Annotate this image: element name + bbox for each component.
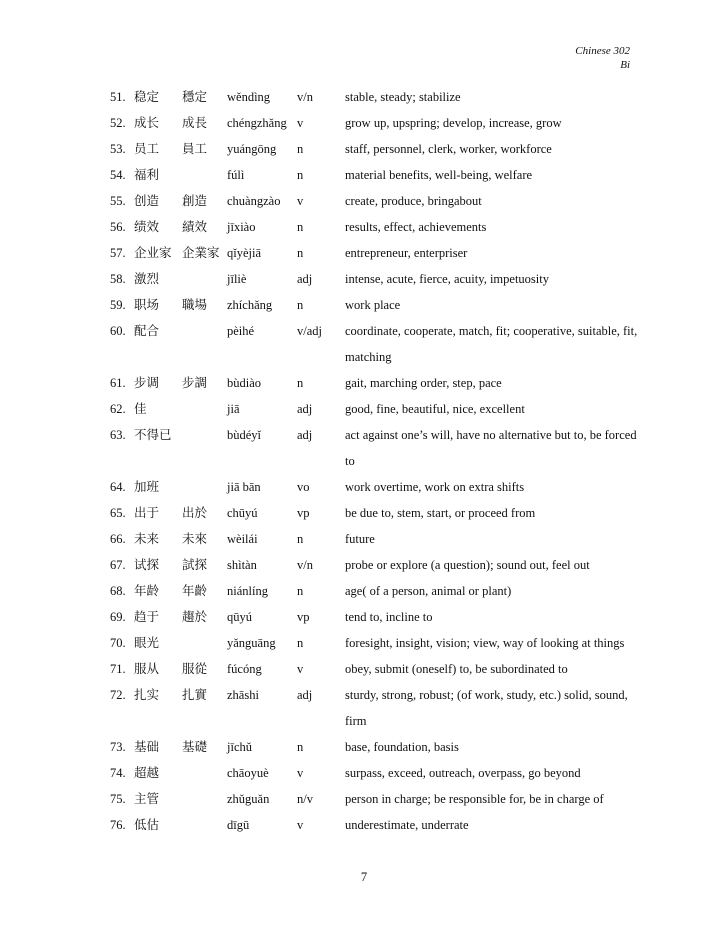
vocab-row bbox=[110, 396, 640, 422]
simplified-characters: 出于 bbox=[134, 506, 160, 520]
definition: create, produce, bringabout bbox=[345, 194, 482, 208]
part-of-speech: v bbox=[297, 116, 304, 130]
entry-number: 51. bbox=[110, 90, 126, 104]
entry-number: 69. bbox=[110, 610, 126, 624]
simplified-characters: 配合 bbox=[134, 324, 160, 338]
vocab-row bbox=[110, 240, 640, 266]
part-of-speech: n/v bbox=[297, 792, 313, 806]
simplified-characters: 绩效 bbox=[134, 220, 160, 234]
traditional-characters: 職場 bbox=[182, 298, 208, 312]
vocab-row bbox=[110, 266, 640, 292]
definition: good, fine, beautiful, nice, excellent bbox=[345, 402, 525, 416]
definition: tend to, incline to bbox=[345, 610, 433, 624]
pinyin: jiā bbox=[227, 402, 240, 416]
part-of-speech: v/adj bbox=[297, 324, 322, 338]
part-of-speech: adj bbox=[297, 402, 313, 416]
traditional-characters: 趨於 bbox=[182, 610, 208, 624]
traditional-characters bbox=[182, 812, 227, 838]
simplified-characters: 员工 bbox=[134, 142, 160, 156]
pinyin: chéngzhǎng bbox=[227, 116, 287, 130]
simplified-characters: 眼光 bbox=[134, 636, 160, 650]
traditional-characters: 員工 bbox=[182, 142, 208, 156]
traditional-characters: 步調 bbox=[182, 376, 208, 390]
simplified-characters: 低估 bbox=[134, 818, 160, 832]
entry-number: 72. bbox=[110, 688, 126, 702]
part-of-speech: n bbox=[297, 740, 304, 754]
entry-number: 62. bbox=[110, 402, 126, 416]
traditional-characters bbox=[182, 422, 227, 474]
definition: stable, steady; stabilize bbox=[345, 90, 461, 104]
traditional-characters: 試探 bbox=[182, 558, 208, 572]
definition: entrepreneur, enterpriser bbox=[345, 246, 468, 260]
entry-number: 71. bbox=[110, 662, 126, 676]
traditional-characters bbox=[182, 630, 227, 656]
traditional-characters: 服從 bbox=[182, 662, 208, 676]
vocab-row bbox=[110, 162, 640, 188]
course-title: Chinese 302 bbox=[575, 45, 630, 57]
pinyin: qǐyèjiā bbox=[227, 246, 262, 260]
vocab-row bbox=[110, 526, 640, 552]
vocab-row bbox=[110, 422, 640, 474]
pinyin: yǎnguāng bbox=[227, 636, 276, 650]
pinyin: niánlíng bbox=[227, 584, 268, 598]
entry-number: 70. bbox=[110, 636, 126, 650]
vocab-row bbox=[110, 188, 640, 214]
part-of-speech: vp bbox=[297, 506, 310, 520]
traditional-characters bbox=[182, 786, 227, 812]
entry-number: 76. bbox=[110, 818, 126, 832]
part-of-speech: adj bbox=[297, 272, 313, 286]
definition: obey, submit (oneself) to, be subordinated to bbox=[345, 662, 568, 676]
traditional-characters: 未來 bbox=[182, 532, 208, 546]
traditional-characters: 創造 bbox=[182, 194, 208, 208]
entry-number: 52. bbox=[110, 116, 126, 130]
entry-number: 67. bbox=[110, 558, 126, 572]
page-header bbox=[575, 44, 630, 72]
traditional-characters bbox=[182, 266, 227, 292]
traditional-characters bbox=[182, 318, 227, 370]
entry-number: 65. bbox=[110, 506, 126, 520]
pinyin: jīchǔ bbox=[227, 740, 252, 754]
definition: sturdy, strong, robust; (of work, study, etc.) solid, sound, firm bbox=[345, 688, 628, 728]
simplified-characters: 趋于 bbox=[134, 610, 160, 624]
traditional-characters bbox=[182, 474, 227, 500]
simplified-characters: 年龄 bbox=[134, 584, 160, 598]
part-of-speech: n bbox=[297, 142, 304, 156]
entry-number: 68. bbox=[110, 584, 126, 598]
definition: foresight, insight, vision; view, way of looking at things bbox=[345, 636, 625, 650]
entry-number: 73. bbox=[110, 740, 126, 754]
entry-number: 57. bbox=[110, 246, 126, 260]
simplified-characters: 职场 bbox=[134, 298, 160, 312]
definition: coordinate, cooperate, match, fit; cooperative, suitable, fit, matching bbox=[345, 324, 638, 364]
pinyin: chūyú bbox=[227, 506, 258, 520]
part-of-speech: v/n bbox=[297, 558, 313, 572]
simplified-characters: 福利 bbox=[134, 168, 160, 182]
definition: results, effect, achievements bbox=[345, 220, 487, 234]
pinyin: bùdéyǐ bbox=[227, 428, 262, 442]
part-of-speech: n bbox=[297, 584, 304, 598]
vocab-row bbox=[110, 84, 640, 110]
vocab-row bbox=[110, 656, 640, 682]
definition: work overtime, work on extra shifts bbox=[345, 480, 525, 494]
definition: underestimate, underrate bbox=[345, 818, 469, 832]
entry-number: 74. bbox=[110, 766, 126, 780]
part-of-speech: n bbox=[297, 532, 304, 546]
traditional-characters: 績效 bbox=[182, 220, 208, 234]
part-of-speech: v bbox=[297, 818, 304, 832]
pinyin: wěndìng bbox=[227, 90, 271, 104]
vocab-row bbox=[110, 500, 640, 526]
vocab-row bbox=[110, 318, 640, 370]
simplified-characters: 主管 bbox=[134, 792, 160, 806]
part-of-speech: vp bbox=[297, 610, 310, 624]
definition: intense, acute, fierce, acuity, impetuosity bbox=[345, 272, 549, 286]
author-name: Bi bbox=[620, 59, 630, 71]
part-of-speech: n bbox=[297, 298, 304, 312]
vocab-row bbox=[110, 786, 640, 812]
pinyin: chāoyuè bbox=[227, 766, 269, 780]
entry-number: 54. bbox=[110, 168, 126, 182]
vocab-row bbox=[110, 552, 640, 578]
pinyin: pèihé bbox=[227, 324, 255, 338]
vocab-row bbox=[110, 630, 640, 656]
pinyin: zhǔguǎn bbox=[227, 792, 270, 806]
vocab-row bbox=[110, 604, 640, 630]
vocab-row bbox=[110, 474, 640, 500]
pinyin: qūyú bbox=[227, 610, 252, 624]
vocab-row bbox=[110, 136, 640, 162]
pinyin: wèilái bbox=[227, 532, 258, 546]
entry-number: 61. bbox=[110, 376, 126, 390]
traditional-characters bbox=[182, 760, 227, 786]
pinyin: chuàngzào bbox=[227, 194, 281, 208]
traditional-characters: 扎實 bbox=[182, 688, 208, 702]
pinyin: shìtàn bbox=[227, 558, 257, 572]
simplified-characters: 试探 bbox=[134, 558, 160, 572]
pinyin: yuángōng bbox=[227, 142, 277, 156]
entry-number: 75. bbox=[110, 792, 126, 806]
traditional-characters: 成長 bbox=[182, 116, 208, 130]
part-of-speech: n bbox=[297, 220, 304, 234]
simplified-characters: 企业家 bbox=[134, 246, 172, 260]
simplified-characters: 稳定 bbox=[134, 90, 160, 104]
vocab-row bbox=[110, 110, 640, 136]
traditional-characters: 企業家 bbox=[182, 246, 220, 260]
part-of-speech: adj bbox=[297, 428, 313, 442]
pinyin: fúcóng bbox=[227, 662, 262, 676]
definition: probe or explore (a question); sound out, feel out bbox=[345, 558, 590, 572]
simplified-characters: 超越 bbox=[134, 766, 160, 780]
simplified-characters: 成长 bbox=[134, 116, 160, 130]
definition: act against one’s will, have no alternative but to, be forced to bbox=[345, 428, 637, 468]
traditional-characters bbox=[182, 396, 227, 422]
vocab-row bbox=[110, 812, 640, 838]
vocabulary-list bbox=[110, 84, 640, 838]
vocab-row bbox=[110, 214, 640, 240]
simplified-characters: 服从 bbox=[134, 662, 160, 676]
pinyin: bùdiào bbox=[227, 376, 262, 390]
definition: material benefits, well-being, welfare bbox=[345, 168, 533, 182]
definition: future bbox=[345, 532, 375, 546]
definition: be due to, stem, start, or proceed from bbox=[345, 506, 536, 520]
traditional-characters: 穩定 bbox=[182, 90, 208, 104]
pinyin: fúlì bbox=[227, 168, 245, 182]
vocab-row bbox=[110, 734, 640, 760]
simplified-characters: 佳 bbox=[134, 402, 147, 416]
traditional-characters: 基礎 bbox=[182, 740, 208, 754]
part-of-speech: v bbox=[297, 766, 304, 780]
entry-number: 64. bbox=[110, 480, 126, 494]
definition: grow up, upspring; develop, increase, grow bbox=[345, 116, 562, 130]
part-of-speech: v/n bbox=[297, 90, 313, 104]
vocab-row bbox=[110, 682, 640, 734]
vocab-row bbox=[110, 370, 640, 396]
simplified-characters: 步调 bbox=[134, 376, 160, 390]
entry-number: 53. bbox=[110, 142, 126, 156]
part-of-speech: v bbox=[297, 194, 304, 208]
part-of-speech: n bbox=[297, 636, 304, 650]
definition: staff, personnel, clerk, worker, workforce bbox=[345, 142, 552, 156]
part-of-speech: n bbox=[297, 168, 304, 182]
definition: work place bbox=[345, 298, 401, 312]
entry-number: 55. bbox=[110, 194, 126, 208]
part-of-speech: v bbox=[297, 662, 304, 676]
definition: surpass, exceed, outreach, overpass, go beyond bbox=[345, 766, 581, 780]
page-number: 7 bbox=[360, 870, 368, 884]
entry-number: 59. bbox=[110, 298, 126, 312]
definition: base, foundation, basis bbox=[345, 740, 459, 754]
definition: age( of a person, animal or plant) bbox=[345, 584, 512, 598]
vocab-row bbox=[110, 292, 640, 318]
part-of-speech: n bbox=[297, 376, 304, 390]
vocab-row bbox=[110, 760, 640, 786]
traditional-characters bbox=[182, 162, 227, 188]
pinyin: jiā bān bbox=[227, 480, 261, 494]
simplified-characters: 未来 bbox=[134, 532, 160, 546]
part-of-speech: adj bbox=[297, 688, 313, 702]
simplified-characters: 激烈 bbox=[134, 272, 160, 286]
definition: person in charge; be responsible for, be in charge of bbox=[345, 792, 604, 806]
traditional-characters: 出於 bbox=[182, 506, 208, 520]
simplified-characters: 不得已 bbox=[134, 428, 172, 442]
pinyin: zhíchǎng bbox=[227, 298, 273, 312]
vocab-row bbox=[110, 578, 640, 604]
simplified-characters: 加班 bbox=[134, 480, 160, 494]
entry-number: 56. bbox=[110, 220, 126, 234]
pinyin: dīgū bbox=[227, 818, 250, 832]
simplified-characters: 扎实 bbox=[134, 688, 160, 702]
pinyin: jīliè bbox=[227, 272, 247, 286]
pinyin: jīxiào bbox=[227, 220, 256, 234]
entry-number: 58. bbox=[110, 272, 126, 286]
simplified-characters: 创造 bbox=[134, 194, 160, 208]
definition: gait, marching order, step, pace bbox=[345, 376, 502, 390]
entry-number: 66. bbox=[110, 532, 126, 546]
entry-number: 63. bbox=[110, 428, 126, 442]
pinyin: zhāshi bbox=[227, 688, 259, 702]
simplified-characters: 基础 bbox=[134, 740, 160, 754]
part-of-speech: vo bbox=[297, 480, 310, 494]
entry-number: 60. bbox=[110, 324, 126, 338]
traditional-characters: 年齡 bbox=[182, 584, 208, 598]
part-of-speech: n bbox=[297, 246, 304, 260]
